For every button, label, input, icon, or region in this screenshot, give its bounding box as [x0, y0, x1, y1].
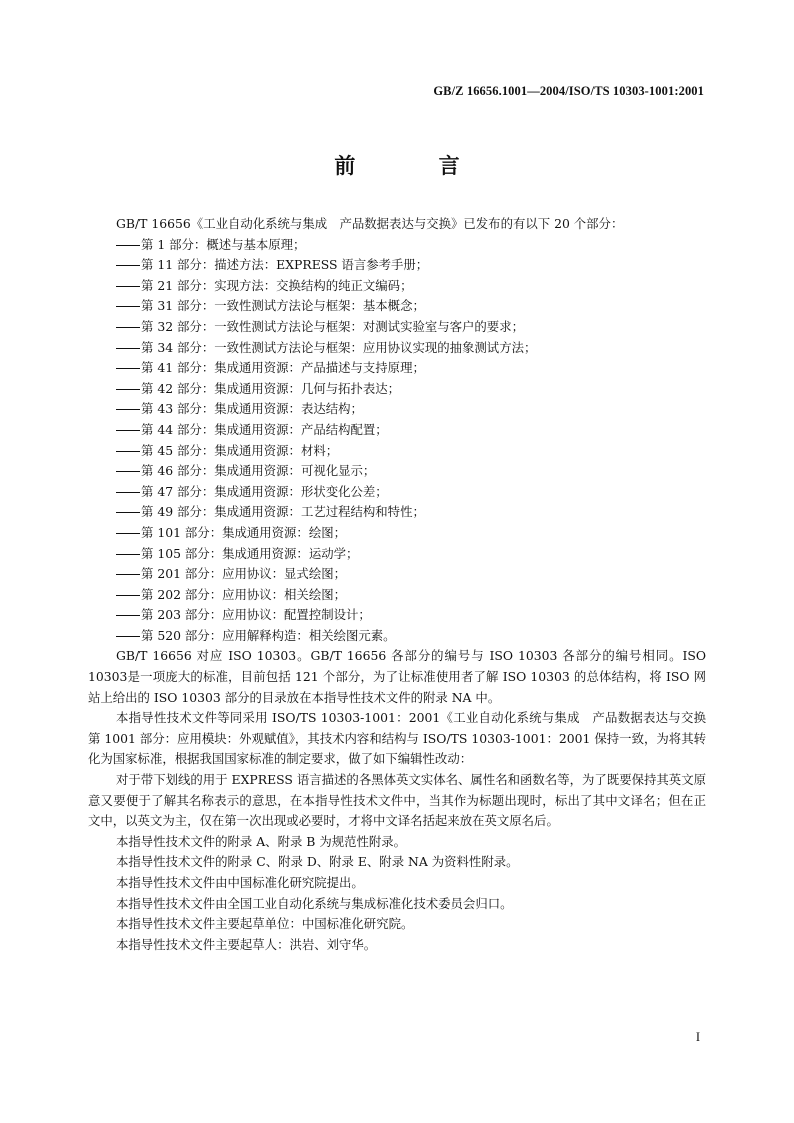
dash-icon	[116, 492, 140, 493]
dash-icon	[116, 245, 140, 246]
dash-icon	[116, 409, 140, 410]
correspondence-paragraph: GB/T 16656 对应 ISO 10303。GB/T 16656 各部分的编号与 ISO 10303 各部分的编号相同。ISO 10303是一项庞大的标准，目前包括 121 个部分，为了让标准使用者了解 ISO 10303 的总体结构，将 ISO 网站上给出的 ISO 10303 部分的目录放在本指导性技术文件的附录 NA 中。	[88, 648, 706, 705]
dash-icon	[116, 368, 140, 369]
list-item: 第 42 部分：集成通用资源：几何与拓扑表达；	[88, 379, 706, 400]
page-number: I	[695, 1030, 700, 1044]
list-item: 第 44 部分：集成通用资源：产品结构配置；	[88, 420, 706, 441]
list-item: 第 520 部分：应用解释构造：相关绘图元素。	[88, 626, 706, 647]
list-item: 第 101 部分：集成通用资源：绘图；	[88, 523, 706, 544]
dash-icon	[116, 306, 140, 307]
dash-icon	[116, 389, 140, 390]
dash-icon	[116, 636, 140, 637]
list-item: 第 11 部分：描述方法：EXPRESS 语言参考手册；	[88, 255, 706, 276]
naming-paragraph: 对于带下划线的用于 EXPRESS 语言描述的各黑体英文实体名、属性名和函数名等，为了既要保持其英文原意又要便于了解其名称表示的意思，在本指导性技术文件中，当其作为标题出现时，标出了其中文译名；但在正文中，以英文为主，仅在第一次出现或必要时，才将中文译名括起来放在英文原名后。	[88, 772, 706, 829]
drafters-paragraph: 本指导性技术文件主要起草人：洪岩、刘守华。	[116, 936, 377, 952]
dash-icon	[116, 615, 140, 616]
list-item: 第 202 部分：应用协议：相关绘图；	[88, 585, 706, 606]
proposer-paragraph: 本指导性技术文件由中国标准化研究院提出。	[116, 875, 364, 890]
foreword-body	[88, 214, 719, 955]
committee-paragraph: 本指导性技术文件由全国工业自动化系统与集成标准化技术委员会归口。	[116, 895, 513, 911]
dash-icon	[116, 430, 140, 431]
list-item: 第 21 部分：实现方法：交换结构的纯正文编码；	[88, 276, 706, 297]
dash-icon	[116, 327, 140, 328]
document-code: GB/Z 16656.1001—2004/ISO/TS 10303-1001:2001	[433, 84, 704, 98]
dash-icon	[116, 348, 140, 349]
parts-list	[88, 235, 706, 647]
list-item: 第 32 部分：一致性测试方法论与框架：对测试实验室与客户的要求；	[88, 317, 706, 338]
list-item: 第 45 部分：集成通用资源：材料；	[88, 441, 706, 462]
list-item: 第 31 部分：一致性测试方法论与框架：基本概念；	[88, 296, 706, 317]
dash-icon	[116, 286, 140, 287]
list-item: 第 1 部分：概述与基本原理；	[88, 235, 706, 256]
list-item: 第 105 部分：集成通用资源：运动学；	[88, 544, 706, 565]
informative-annex-paragraph: 本指导性技术文件的附录 C、附录 D、附录 E、附录 NA 为资料性附录。	[116, 854, 519, 870]
list-item: 第 46 部分：集成通用资源：可视化显示；	[88, 461, 706, 482]
dash-icon	[116, 533, 140, 534]
list-item: 第 201 部分：应用协议：显式绘图；	[88, 564, 706, 585]
dash-icon	[116, 554, 140, 555]
adoption-paragraph: 本指导性技术文件等同采用 ISO/TS 10303-1001：2001《工业自动化系统与集成 产品数据表达与交换 第 1001 部分：应用模块：外观赋值》，其技术内容和结构与 ISO/TS 10303-1001：2001 保持一致，为将其转化为国家标准，根据我国国家标准的制定要求，做了如下编辑性改动：	[88, 710, 719, 767]
list-item: 第 41 部分：集成通用资源：产品描述与支持原理；	[88, 358, 706, 379]
dash-icon	[116, 471, 140, 472]
list-item: 第 49 部分：集成通用资源：工艺过程结构和特性；	[88, 502, 706, 523]
page-title: 前 言	[334, 154, 498, 178]
dash-icon	[116, 265, 140, 266]
dash-icon	[116, 451, 140, 452]
normative-annex-paragraph: 本指导性技术文件的附录 A、附录 B 为规范性附录。	[116, 833, 407, 849]
list-item: 第 43 部分：集成通用资源：表达结构；	[88, 399, 706, 420]
dash-icon	[116, 595, 140, 596]
list-item: 第 203 部分：应用协议：配置控制设计；	[88, 605, 706, 626]
dash-icon	[116, 574, 140, 575]
list-item: 第 47 部分：集成通用资源：形状变化公差；	[88, 482, 706, 503]
list-item: 第 34 部分：一致性测试方法论与框架：应用协议实现的抽象测试方法；	[88, 338, 706, 359]
dash-icon	[116, 512, 140, 513]
drafting-unit-paragraph: 本指导性技术文件主要起草单位：中国标准化研究院。	[116, 916, 414, 932]
intro-paragraph: GB/T 16656《工业自动化系统与集成 产品数据表达与交换》已发布的有以下 20 个部分：	[116, 216, 624, 231]
